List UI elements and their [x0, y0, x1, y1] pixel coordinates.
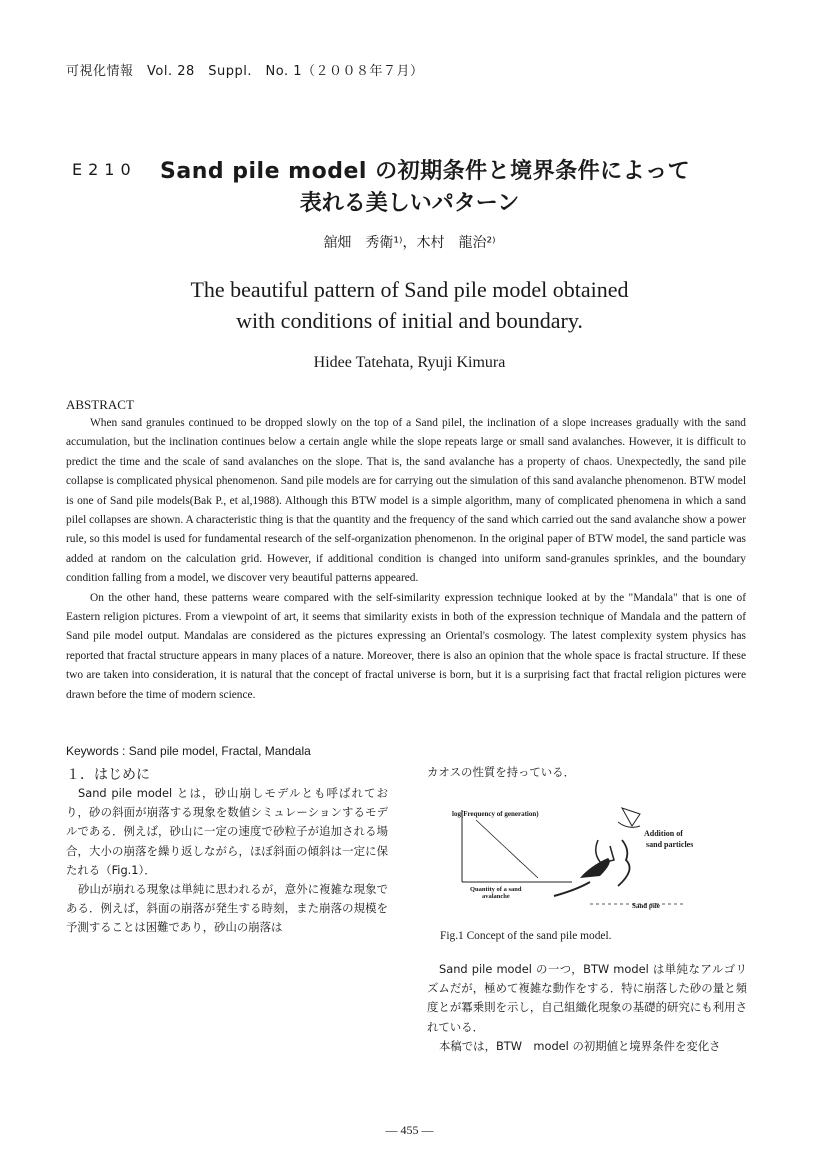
sand-avalanche-shape	[580, 858, 610, 878]
figure-xlabel-line2: avalanche	[482, 893, 510, 900]
figure-xlabel-line1: Quantity of a sand	[470, 886, 522, 893]
right-column-top-line: カオスの性質を持っている．	[427, 765, 575, 779]
abstract-paragraph-1: When sand granules continued to be dropped slowly on the top of a Sand pilel, the inclination of a slope increases gradually with the sand accumulation, but the inclination continues below a certain angle while the slope repeats large or small sand avalanches. However, it is difficult to predict the time and the scale of sand avalanches on the slope. That is, the sand avalanche has a property of chaos. Unexpectedly, the sand pile collapse is complicated physical phenomenon. Sand pile models are for carrying out the simulation of this sand avalanche phenomenon. BTW model is one of Sand pile models(Bak P., et al,1988). Although this BTW model is a simple algorithm, many of complicated phenomena in which a sand pilel collapses are shown. A characteristic thing is that the quantity and the frequency of the sand which carried out the sand avalanche show a power rule, so this model is used for fundamental research of the self-organization phenomenon. In the original paper of BTW model, the sand particle was added at random on the calculation grid. However, if additional condition is changed into uniform sand-granules sprinkles, and the boundary condition falling from a model, we discover very beautiful patterns appeared.	[66, 417, 746, 585]
particle-drop-arrow-icon	[622, 808, 640, 826]
left-paragraph-2: 砂山が崩れる現象は単純に思われるが，意外に複雑な現象である．例えば，斜面の崩落が発生する時刻，また崩落の規模を予測することは困難であり，砂山の崩落は	[66, 882, 388, 935]
title-japanese-line2: 表れる美しいパターン	[299, 191, 520, 216]
journal-header: 可視化情報 Vol. 28 Suppl. No. 1（２００８年７月）	[66, 64, 424, 79]
right-paragraph-1: Sand pile model の一つ，BTW model は単純なアルゴリズムだが，極めて複雑な動作をする．特に崩落した砂の量と頻度とが冪乗則を示し，自己組織化現象の基礎的研究にも利用されている．	[427, 962, 747, 1034]
figure-label-addition-line1: Addition of	[644, 829, 683, 838]
authors-japanese: 舘畑 秀衛¹⁾，木村 龍治²⁾	[323, 235, 496, 251]
section-heading-introduction: １．はじめに	[66, 767, 150, 783]
figure-ylabel: log(Frequency of generation)	[452, 810, 539, 818]
abstract-body	[66, 414, 746, 705]
figure-1-sand-pile-concept	[440, 800, 740, 920]
abstract-heading: ABSTRACT	[66, 397, 134, 412]
keywords: Keywords : Sand pile model, Fractal, Mandala	[66, 744, 311, 758]
right-paragraph-2: 本稿では，BTW model の初期値と境界条件を変化さ	[439, 1038, 721, 1053]
figure-label-addition-line2: sand particles	[646, 840, 694, 849]
right-column	[427, 960, 747, 1056]
figure-label-sandpile: Sand pile	[632, 902, 660, 910]
paper-code: E210	[72, 160, 137, 179]
title-japanese-line1: Sand pile model の初期条件と境界条件によって	[160, 159, 691, 184]
authors-english: Hidee Tatehata, Ryuji Kimura	[313, 354, 506, 371]
left-column	[66, 784, 388, 938]
abstract-paragraph-2: On the other hand, these patterns weare compared with the self-similarity expression technique looked at by the "Mandala" that is one of Eastern religion pictures. From a viewpoint of art, it seems that similarity exists in both of the expression technique of Mandala and the pattern of Sand pile model output. Mandalas are considered as the pictures expressing an Oriental's cosmology. The latest complexity system physics has reported that fractal structure appears in many places of a nature. Moreover, there is also an opinion that the whole space is fractal structure. If these two are taken into consideration, it is natural that the concept of fractal universe is born, but it is a surprising fact that fractal religion pictures were drawn before the time of modern science.	[66, 591, 746, 701]
page-number: ― 455 ―	[385, 1123, 434, 1137]
title-english-line1: The beautiful pattern of Sand pile model obtained	[190, 277, 629, 302]
sand-pile-slope	[618, 840, 630, 886]
left-paragraph-1: Sand pile model とは，砂山崩しモデルとも呼ばれており，砂の斜面が崩落する現象を数値シミュレーションするモデルである．例えば，砂山に一定の速度で砂粒子が追加される場合，大小の崩落を繰り返しながら，ほぼ斜面の傾斜は一定に保たれる（Fig.1）．	[66, 786, 388, 877]
figure-1-caption: Fig.1 Concept of the sand pile model.	[440, 930, 612, 942]
title-english-line2: with conditions of initial and boundary.	[236, 308, 583, 333]
